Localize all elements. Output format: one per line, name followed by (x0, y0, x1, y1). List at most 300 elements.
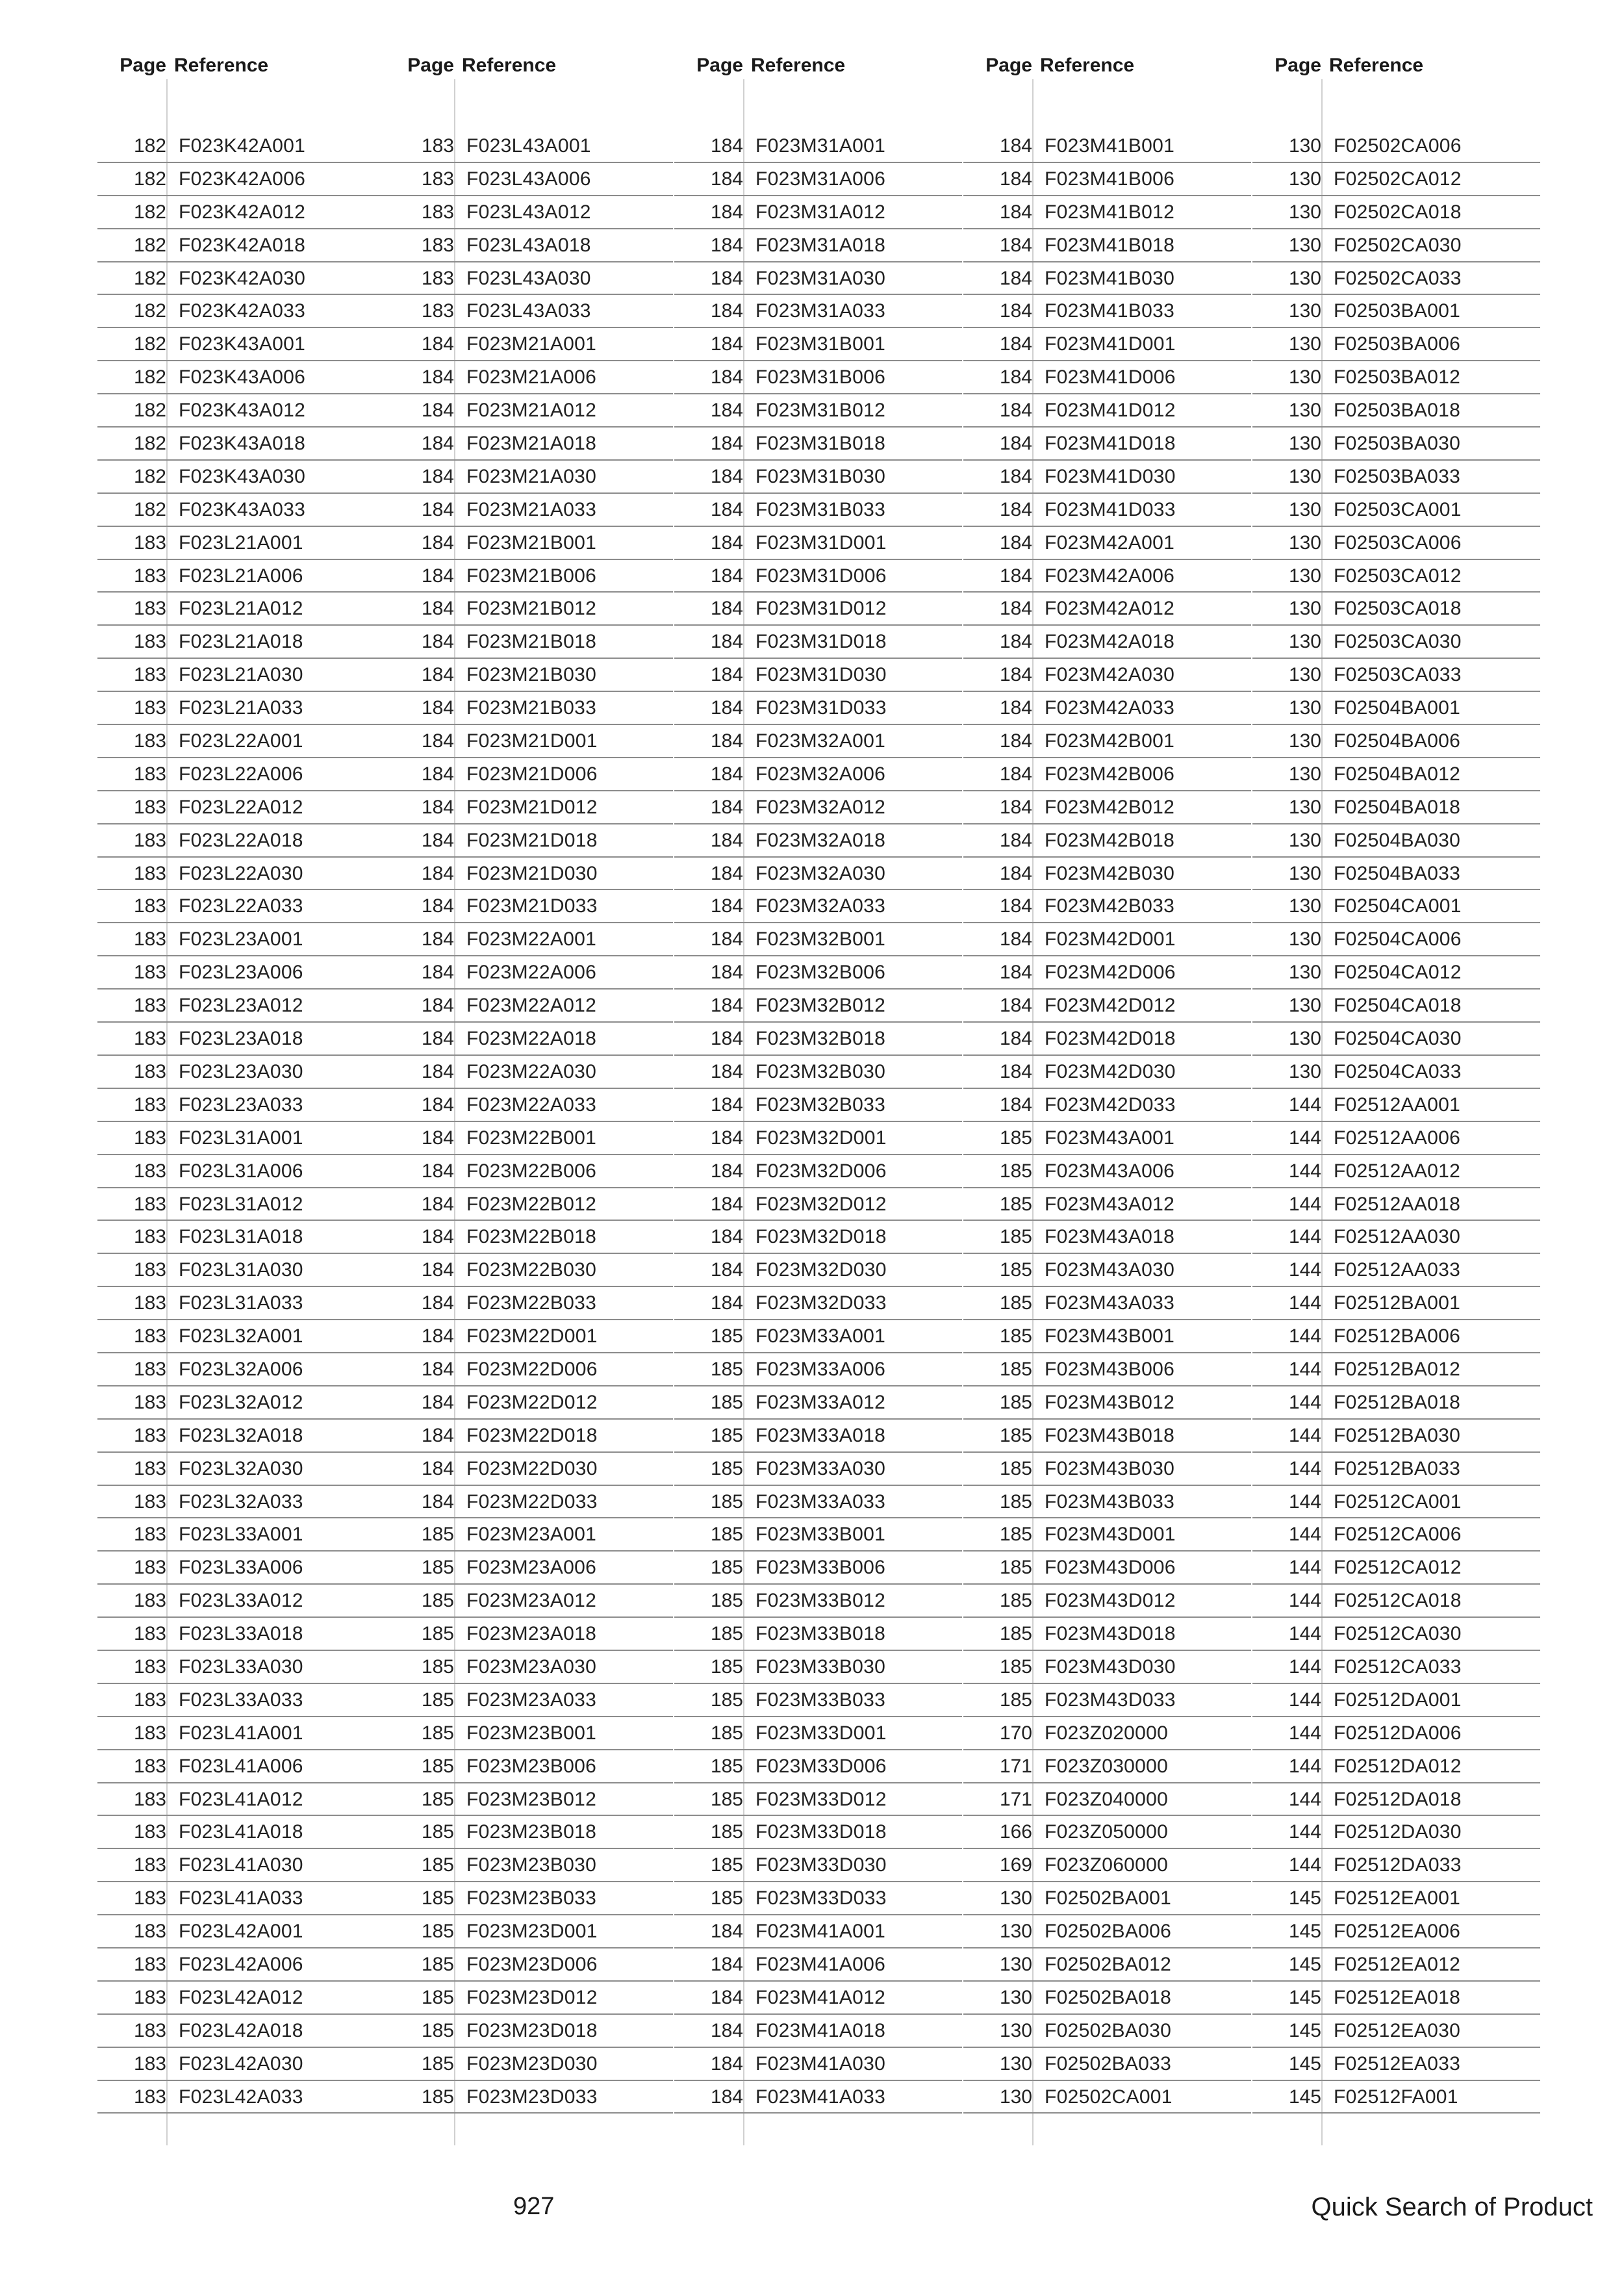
reference-cell: F023M33D030 (755, 1854, 887, 1876)
table-row (385, 1353, 673, 1386)
table-row (385, 2015, 673, 2048)
table-row (97, 1750, 385, 1783)
table-row (963, 1453, 1251, 1486)
page-cell: 183 (133, 1358, 166, 1380)
table-row (963, 163, 1251, 196)
page-cell: 171 (999, 1788, 1032, 1810)
reference-cell: F023M22A001 (466, 928, 597, 951)
table-row (674, 560, 962, 593)
page-cell: 184 (421, 1292, 454, 1314)
page-cell: 184 (710, 201, 743, 223)
page-cell: 182 (133, 433, 166, 455)
reference-cell: F023L32A001 (179, 1325, 303, 1348)
page-cell: 130 (1288, 1028, 1321, 1050)
reference-cell: F023L21A006 (179, 565, 303, 587)
reference-cell: F023M31D018 (755, 631, 887, 653)
reference-cell: F023M43D030 (1045, 1655, 1176, 1678)
page-cell: 130 (999, 2052, 1032, 2075)
reference-cell: F023M31B006 (755, 366, 886, 389)
page-cell: 184 (710, 333, 743, 355)
reference-cell: F023L21A030 (179, 664, 303, 686)
reference-cell: F023M43A018 (1045, 1226, 1175, 1248)
reference-cell: F02503CA012 (1334, 565, 1462, 587)
page-cell: 184 (710, 895, 743, 917)
table-row (97, 1651, 385, 1684)
reference-cell: F023M32B030 (755, 1060, 886, 1082)
table-row (1252, 394, 1540, 428)
page-cell: 185 (421, 1689, 454, 1711)
page-cell: 184 (710, 763, 743, 785)
reference-list (385, 130, 673, 2114)
page-cell: 144 (1288, 1457, 1321, 1479)
table-row (963, 1122, 1251, 1155)
reference-cell: F02504BA001 (1334, 697, 1461, 719)
table-row (674, 890, 962, 923)
page-cell: 184 (999, 531, 1032, 554)
table-row (674, 2081, 962, 2114)
page-cell: 130 (1288, 598, 1321, 620)
table-row (963, 1717, 1251, 1750)
table-row (963, 1982, 1251, 2015)
reference-cell: F023K43A018 (179, 433, 306, 455)
reference-cell: F023M43A033 (1045, 1292, 1175, 1314)
reference-cell: F023L31A006 (179, 1160, 303, 1182)
reference-cell: F02504BA006 (1334, 730, 1461, 752)
reference-cell: F023L31A018 (179, 1226, 303, 1248)
page-cell: 185 (421, 1788, 454, 1810)
table-row (963, 229, 1251, 262)
page-cell: 184 (421, 697, 454, 719)
table-row (674, 295, 962, 328)
table-row (97, 1717, 385, 1750)
table-row (963, 1420, 1251, 1453)
reference-cell: F023L21A012 (179, 598, 303, 620)
reference-cell: F023M41A018 (755, 2019, 886, 2041)
page-cell: 183 (421, 267, 454, 289)
page-cell: 144 (1288, 1854, 1321, 1876)
reference-cell: F02502BA018 (1045, 1986, 1172, 2008)
page-cell: 183 (133, 1821, 166, 1843)
reference-cell: F023M42B030 (1045, 862, 1175, 884)
reference-cell: F023M22A030 (466, 1060, 597, 1082)
table-row (674, 593, 962, 626)
table-row (1252, 262, 1540, 296)
reference-cell: F023M23D018 (466, 2019, 598, 2041)
page-number: 927 (513, 2193, 555, 2220)
page-cell: 184 (421, 829, 454, 851)
reference-cell: F023L33A030 (179, 1655, 303, 1678)
table-row (963, 791, 1251, 824)
table-row (963, 626, 1251, 659)
table-row (1252, 1585, 1540, 1618)
table-row (385, 1453, 673, 1486)
page-cell: 185 (999, 1689, 1032, 1711)
page-cell: 185 (421, 1655, 454, 1678)
reference-cell: F02503CA006 (1334, 531, 1462, 554)
table-row (1252, 1023, 1540, 1056)
page-cell: 185 (710, 1524, 743, 1546)
reference-cell: F023M23B030 (466, 1854, 597, 1876)
reference-cell: F023M22D018 (466, 1424, 598, 1446)
page-cell: 184 (999, 135, 1032, 157)
reference-cell: F023M23A012 (466, 1590, 597, 1612)
reference-cell: F023Z050000 (1045, 1821, 1169, 1843)
table-row (97, 130, 385, 163)
reference-cell: F023M42B001 (1045, 730, 1175, 752)
table-row (97, 1816, 385, 1849)
page-cell: 185 (710, 1755, 743, 1777)
reference-cell: F02512AA001 (1334, 1093, 1461, 1116)
table-row (674, 1684, 962, 1717)
page-cell: 184 (421, 664, 454, 686)
reference-cell: F023M42B012 (1045, 796, 1175, 818)
reference-cell: F023L23A030 (179, 1060, 303, 1082)
table-row (385, 1948, 673, 1982)
reference-cell: F023K42A012 (179, 201, 306, 223)
reference-cell: F02512BA012 (1334, 1358, 1461, 1380)
page-cell: 130 (1288, 962, 1321, 984)
column-header (385, 53, 673, 79)
page-column-label: Page (120, 55, 166, 76)
reference-cell: F023M23A018 (466, 1623, 597, 1645)
reference-cell: F02504CA018 (1334, 995, 1462, 1017)
reference-cell: F02512CA001 (1334, 1490, 1462, 1513)
page-cell: 183 (133, 1590, 166, 1612)
table-row (385, 1750, 673, 1783)
reference-cell: F023K42A030 (179, 267, 306, 289)
table-row (674, 692, 962, 725)
table-row (674, 858, 962, 891)
reference-cell: F023M23B012 (466, 1788, 597, 1810)
page-cell: 184 (710, 1921, 743, 1943)
page-cell: 184 (421, 928, 454, 951)
page-cell: 144 (1288, 1788, 1321, 1810)
reference-cell: F023M22B033 (466, 1292, 597, 1314)
table-row (97, 494, 385, 527)
column-header (1252, 53, 1540, 79)
table-row (963, 1552, 1251, 1585)
reference-cell: F023M31D030 (755, 664, 887, 686)
page-cell: 184 (999, 565, 1032, 587)
page-cell: 183 (133, 1689, 166, 1711)
page-cell: 183 (133, 1887, 166, 1910)
page-cell: 183 (133, 1193, 166, 1215)
reference-cell: F02503CA030 (1334, 631, 1462, 653)
table-row (674, 1056, 962, 1089)
page-cell: 183 (133, 531, 166, 554)
table-row (385, 1585, 673, 1618)
table-row (963, 2048, 1251, 2081)
page-cell: 184 (710, 2019, 743, 2041)
table-row (97, 990, 385, 1023)
table-row (674, 1948, 962, 1982)
page-cell: 185 (999, 1226, 1032, 1248)
table-row (963, 1618, 1251, 1651)
page-cell: 144 (1288, 1292, 1321, 1314)
table-row (97, 659, 385, 692)
page-cell: 184 (999, 400, 1032, 422)
table-row (674, 1420, 962, 1453)
table-row (674, 791, 962, 824)
reference-cell: F023M41D012 (1045, 400, 1176, 422)
reference-cell: F02512BA001 (1334, 1292, 1461, 1314)
page-cell: 182 (133, 366, 166, 389)
table-row (674, 262, 962, 296)
page-cell: 144 (1288, 1755, 1321, 1777)
page-cell: 185 (710, 1887, 743, 1910)
reference-cell: F02512DA001 (1334, 1689, 1462, 1711)
reference-cell: F023M33A030 (755, 1457, 886, 1479)
table-row (1252, 295, 1540, 328)
page-cell: 183 (133, 730, 166, 752)
table-row (97, 858, 385, 891)
table-row (1252, 2081, 1540, 2114)
table-row (963, 923, 1251, 956)
table-row (385, 1089, 673, 1122)
reference-cell: F023L21A001 (179, 531, 303, 554)
table-row (963, 956, 1251, 990)
reference-cell: F023L31A030 (179, 1259, 303, 1281)
table-row (97, 328, 385, 361)
page-cell: 184 (999, 862, 1032, 884)
table-row (97, 527, 385, 560)
table-row (97, 1221, 385, 1254)
table-row (1252, 1386, 1540, 1420)
page-cell: 185 (421, 1590, 454, 1612)
reference-cell: F023L41A001 (179, 1722, 303, 1744)
reference-cell: F02504CA001 (1334, 895, 1462, 917)
reference-cell: F02503BA018 (1334, 400, 1461, 422)
table-row (385, 956, 673, 990)
page-cell: 130 (1288, 796, 1321, 818)
reference-cell: F023L23A001 (179, 928, 303, 951)
page-cell: 183 (133, 1325, 166, 1348)
reference-cell: F023M22D030 (466, 1457, 598, 1479)
table-row (674, 1717, 962, 1750)
reference-cell: F023M43D006 (1045, 1557, 1176, 1579)
reference-cell: F023M23B018 (466, 1821, 597, 1843)
reference-cell: F023M21D012 (466, 796, 598, 818)
reference-cell: F023M32D033 (755, 1292, 887, 1314)
table-row (385, 990, 673, 1023)
reference-cell: F02504BA018 (1334, 796, 1461, 818)
reference-cell: F023L33A001 (179, 1524, 303, 1546)
reference-cell: F023M21B006 (466, 565, 597, 587)
reference-cell: F02512EA006 (1334, 1921, 1461, 1943)
page-cell: 183 (133, 1557, 166, 1579)
table-row (1252, 1353, 1540, 1386)
page-cell: 144 (1288, 1557, 1321, 1579)
page-cell: 184 (999, 598, 1032, 620)
reference-cell: F02512AA033 (1334, 1259, 1461, 1281)
page-cell: 166 (999, 1821, 1032, 1843)
page-cell: 183 (133, 1524, 166, 1546)
page-cell: 184 (710, 498, 743, 520)
page-cell: 130 (999, 2086, 1032, 2108)
page-cell: 185 (710, 1788, 743, 1810)
page-cell: 184 (999, 631, 1032, 653)
table-row (1252, 890, 1540, 923)
page-cell: 183 (133, 1655, 166, 1678)
reference-cell: F023M42B018 (1045, 829, 1175, 851)
table-row (674, 1320, 962, 1353)
reference-cell: F023L33A033 (179, 1689, 303, 1711)
page-cell: 130 (1288, 400, 1321, 422)
page-cell: 184 (710, 2086, 743, 2108)
reference-cell: F023M43A006 (1045, 1160, 1175, 1182)
reference-cell: F023L43A033 (466, 300, 591, 322)
page-cell: 184 (999, 1093, 1032, 1116)
table-row (385, 791, 673, 824)
page-cell: 185 (999, 1623, 1032, 1645)
page-cell: 130 (999, 1953, 1032, 1975)
table-row (97, 1783, 385, 1817)
page-cell: 184 (710, 697, 743, 719)
reference-cell: F02512EA018 (1334, 1986, 1461, 2008)
table-row (674, 1254, 962, 1287)
page-cell: 130 (1288, 763, 1321, 785)
page-cell: 185 (421, 1921, 454, 1943)
table-row (385, 428, 673, 461)
reference-cell: F023M42A012 (1045, 598, 1175, 620)
page-cell: 185 (999, 1490, 1032, 1513)
page-cell: 183 (133, 1259, 166, 1281)
reference-cell: F02512DA030 (1334, 1821, 1462, 1843)
table-row (1252, 1287, 1540, 1320)
table-row (674, 1089, 962, 1122)
reference-cell: F023L31A012 (179, 1193, 303, 1215)
reference-cell: F023M32A006 (755, 763, 886, 785)
table-row (963, 1948, 1251, 1982)
table-row (385, 229, 673, 262)
table-row (963, 2015, 1251, 2048)
page-cell: 185 (999, 1127, 1032, 1149)
reference-cell: F023M33D006 (755, 1755, 887, 1777)
page-cell: 130 (1288, 664, 1321, 686)
page-cell: 182 (133, 400, 166, 422)
reference-cell: F023M31B012 (755, 400, 886, 422)
table-row (963, 1221, 1251, 1254)
reference-cell: F023L43A006 (466, 168, 591, 190)
page-column-label: Page (1275, 55, 1321, 76)
table-row (385, 1982, 673, 2015)
table-row (674, 196, 962, 229)
reference-cell: F023L32A018 (179, 1424, 303, 1446)
table-row (963, 1915, 1251, 1948)
table-row (97, 1023, 385, 1056)
page-cell: 184 (421, 565, 454, 587)
table-row (97, 1849, 385, 1882)
table-row (963, 1849, 1251, 1882)
table-row (674, 2048, 962, 2081)
reference-cell: F023M31A030 (755, 267, 886, 289)
reference-cell: F023M22B001 (466, 1127, 597, 1149)
reference-cell: F023M41A012 (755, 1986, 886, 2008)
table-row (97, 725, 385, 758)
reference-cell: F023L41A033 (179, 1887, 303, 1910)
reference-cell: F023M22D006 (466, 1358, 598, 1380)
page-cell: 185 (710, 1391, 743, 1413)
page-cell: 184 (710, 1160, 743, 1182)
reference-cell: F023M33D012 (755, 1788, 887, 1810)
reference-cell: F023M32A033 (755, 895, 886, 917)
page-cell: 144 (1288, 1655, 1321, 1678)
table-row (1252, 196, 1540, 229)
page-cell: 183 (133, 1160, 166, 1182)
reference-cell: F023L22A030 (179, 862, 303, 884)
page-cell: 130 (999, 1887, 1032, 1910)
table-row (1252, 560, 1540, 593)
reference-cell: F02502BA012 (1045, 1953, 1172, 1975)
table-row (385, 2048, 673, 2081)
reference-cell: F023M41B018 (1045, 234, 1175, 256)
table-row (385, 1783, 673, 1817)
page-cell: 182 (133, 465, 166, 487)
page-cell: 184 (421, 763, 454, 785)
table-row (97, 626, 385, 659)
reference-cell: F023M22B012 (466, 1193, 597, 1215)
table-row (385, 295, 673, 328)
table-row (1252, 428, 1540, 461)
reference-cell: F02512EA001 (1334, 1887, 1461, 1910)
table-row (963, 990, 1251, 1023)
reference-cell: F02512FA001 (1334, 2086, 1458, 2108)
reference-cell: F023K42A001 (179, 135, 306, 157)
page-cell: 184 (999, 1060, 1032, 1082)
table-row (1252, 1849, 1540, 1882)
table-row (97, 1089, 385, 1122)
table-row (385, 1486, 673, 1519)
reference-cell: F023M42B006 (1045, 763, 1175, 785)
table-row (385, 1518, 673, 1552)
page-cell: 184 (999, 300, 1032, 322)
reference-cell: F023L43A018 (466, 234, 591, 256)
reference-cell: F023M22A018 (466, 1028, 597, 1050)
table-row (97, 163, 385, 196)
page-cell: 184 (710, 366, 743, 389)
reference-cell: F023L21A018 (179, 631, 303, 653)
page-cell: 184 (421, 1226, 454, 1248)
table-row (385, 1552, 673, 1585)
reference-cell: F023M21B018 (466, 631, 597, 653)
reference-cell: F023L22A006 (179, 763, 303, 785)
page-cell: 184 (421, 1391, 454, 1413)
page-cell: 185 (421, 1623, 454, 1645)
table-row (385, 1816, 673, 1849)
reference-cell: F023K43A033 (179, 498, 306, 520)
table-row (385, 1056, 673, 1089)
page-cell: 183 (133, 995, 166, 1017)
page-cell: 130 (1288, 895, 1321, 917)
table-row (385, 1386, 673, 1420)
table-row (385, 461, 673, 494)
page-cell: 185 (710, 1722, 743, 1744)
page-cell: 185 (710, 1854, 743, 1876)
table-row (1252, 527, 1540, 560)
page-cell: 130 (1288, 730, 1321, 752)
reference-cell: F023M42D018 (1045, 1028, 1176, 1050)
page-cell: 184 (710, 631, 743, 653)
page-cell: 184 (710, 1093, 743, 1116)
reference-cell: F023M43B006 (1045, 1358, 1175, 1380)
table-row (97, 692, 385, 725)
table-row (385, 1023, 673, 1056)
page-cell: 144 (1288, 1590, 1321, 1612)
page-cell: 182 (133, 135, 166, 157)
table-row (97, 824, 385, 858)
table-row (97, 1453, 385, 1486)
table-row (1252, 858, 1540, 891)
